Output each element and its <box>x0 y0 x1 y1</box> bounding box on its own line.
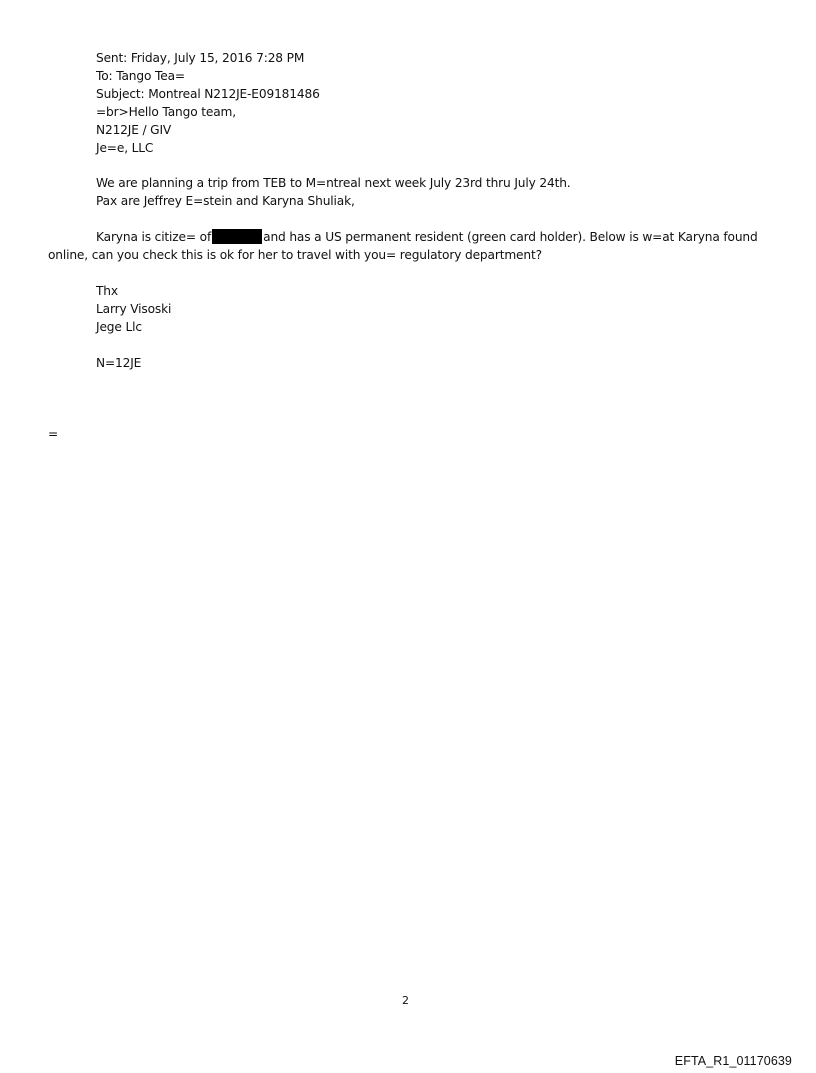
regulatory-question-line: online, can you check this is ok for her to travel with you= regulatory department? <box>48 248 542 262</box>
page-number: 2 <box>402 994 409 1007</box>
aircraft-line: N212JE / GIV <box>96 123 172 137</box>
citizenship-line <box>96 228 758 246</box>
sender-company: Jege Llc <box>96 320 142 334</box>
citizenship-text-after: and has a US permanent resident (green card holder). Below is w=at Karyna found <box>263 230 758 244</box>
greeting-line: =br>Hello Tango team, <box>96 105 236 119</box>
subject-line: Subject: Montreal N212JE-E09181486 <box>96 87 320 101</box>
trip-paragraph <box>96 174 571 210</box>
signoff-block <box>96 282 171 336</box>
document-id: EFTA_R1_01170639 <box>674 1054 792 1068</box>
thanks-line: Thx <box>96 284 118 298</box>
trip-line: We are planning a trip from TEB to M=ntreal next week July 23rd thru July 24th. <box>96 176 571 190</box>
trailing-equals: = <box>48 427 59 441</box>
citizenship-text-before: Karyna is citize= of <box>96 230 212 244</box>
sent-line: Sent: Friday, July 15, 2016 7:28 PM <box>96 51 305 65</box>
tail-number: N=12JE <box>96 356 142 370</box>
sender-name: Larry Visoski <box>96 302 172 316</box>
to-line: To: Tango Tea= <box>96 69 185 83</box>
company-line: Je=e, LLC <box>96 141 154 155</box>
redaction-box <box>212 229 262 244</box>
passengers-line: Pax are Jeffrey E=stein and Karyna Shuliak, <box>96 194 355 208</box>
email-header <box>96 49 320 157</box>
